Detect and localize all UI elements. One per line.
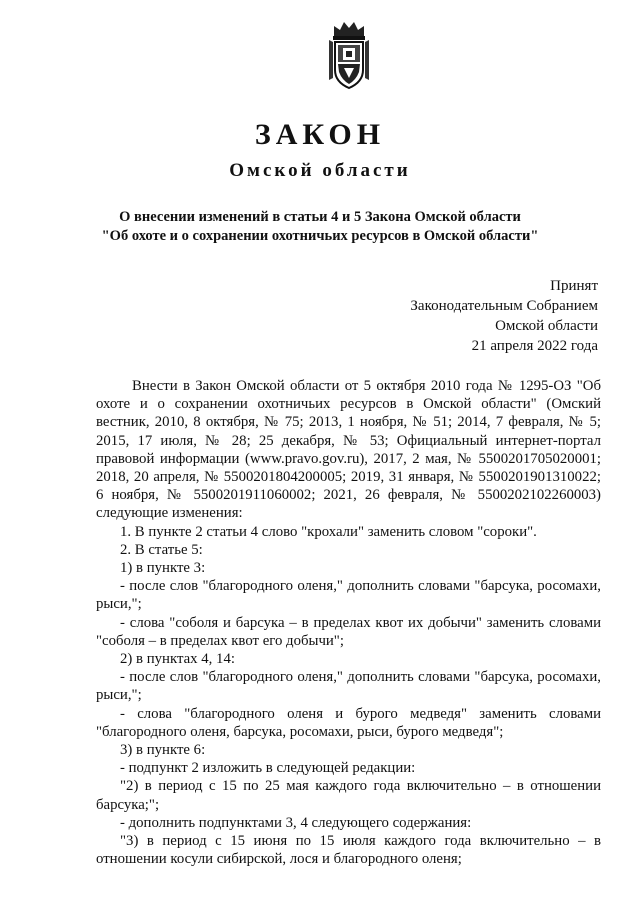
law-body	[96, 377, 601, 868]
adoption-line-1: Принят	[550, 278, 598, 294]
adoption-line-3: Омской области	[495, 318, 598, 334]
omsk-coat-of-arms-icon	[326, 18, 372, 92]
law-heading-line-1: О внесении изменений в статьи 4 и 5 Закона Омской области	[119, 209, 521, 225]
adoption-date: 21 апреля 2022 года	[471, 338, 598, 354]
document-title: ЗАКОН	[254, 118, 386, 151]
body-paragraph: 3) в пункте 6:	[120, 742, 206, 759]
body-paragraph: - дополнить подпунктами 3, 4 следующего содержания:	[120, 814, 472, 831]
law-heading-line-2: "Об охоте и о сохранении охотничьих ресурсов в Омской области"	[101, 228, 539, 244]
body-paragraph: "3) в период с 15 июня по 15 июля каждого года включительно – в отношении косули сибирской, лося и благородного оленя;	[96, 833, 601, 868]
law-heading	[0, 208, 640, 246]
body-paragraph: - после слов "благородного оленя," дополнить словами "барсука, росомахи, рыси,";	[96, 669, 601, 704]
adoption-line-2: Законодательным Собранием	[410, 298, 598, 314]
body-paragraph: - после слов "благородного оленя," дополнить словами "барсука, росомахи, рыси,";	[96, 578, 601, 613]
body-paragraph: - слова "благородного оленя и бурого медведя" заменить словами "благородного оленя, барсука, росомахи, рыси, бурого медведя";	[96, 705, 601, 740]
body-paragraph: 1. В пункте 2 статьи 4 слово "крохали" заменить словом "сороки".	[120, 523, 537, 540]
body-paragraph: 2. В статье 5:	[120, 541, 203, 558]
body-paragraph: - слова "соболя и барсука – в пределах квот их добычи" заменить словами "соболя – в пределах квот его добычи";	[96, 614, 601, 649]
body-paragraph: - подпункт 2 изложить в следующей редакции:	[120, 760, 416, 777]
body-paragraph: 2) в пунктах 4, 14:	[120, 651, 235, 668]
document-subtitle: Омской области	[229, 160, 411, 181]
body-paragraph: 1) в пункте 3:	[120, 560, 206, 577]
body-paragraph: Внести в Закон Омской области от 5 октября 2010 года № 1295-ОЗ "Об охоте и о сохранении охотничьих ресурсов в Омской области" (Омский вестник, 2010, 8 октября, № 75; 2013, 1 ноября, № 51; 2014, 7 февраля, № 5; 2015, 17 июля, № 28; 25 декабря, № 53; Официальный интернет-портал правовой информации (www.pravo.gov.ru), 2017, 2 мая, № 5500201705020001; 2018, 20 апреля, № 5500201804200005; 2019, 31 января, № 5500201901310022; 6 ноября, № 5500201911060002; 2021, 26 февраля, № 5500202102260003) следующие изменения:	[96, 378, 601, 522]
body-paragraph: "2) в период с 15 по 25 мая каждого года включительно – в отношении барсука;";	[96, 778, 601, 813]
adoption-block	[410, 276, 598, 356]
